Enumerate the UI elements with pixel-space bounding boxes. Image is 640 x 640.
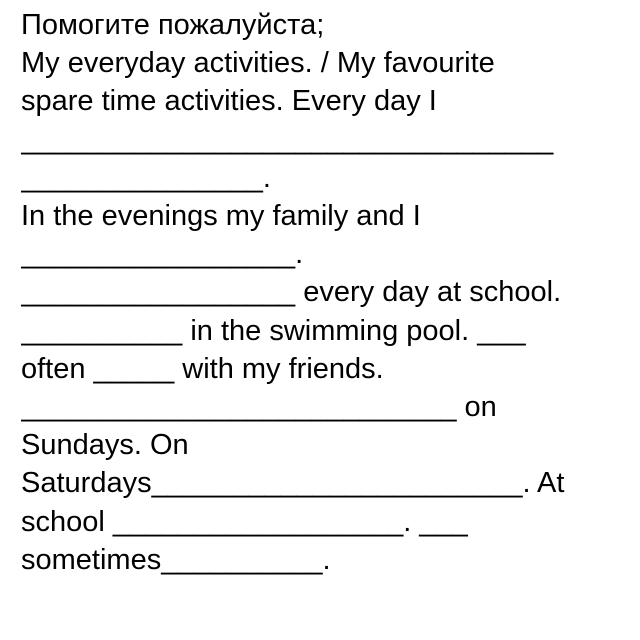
text-line-every-day: spare time activities. Every day I [21,85,437,118]
text-line-friends: often _____ with my friends. [21,352,384,385]
text-line-request: Помогите пожалуйста; [21,9,325,41]
blank-line: _______________. [21,161,271,194]
text-line-topic: My everyday activities. / My favourite [21,47,495,80]
text-line-at-school: school __________________. ___ [21,505,468,538]
text-line-saturdays: Saturdays_______________________. At [21,467,565,500]
blank-line: _________________. [21,238,304,271]
text-line-school: _________________ every day at school. [21,276,562,309]
text-line-evenings: In the evenings my family and I [21,200,421,233]
text-line-on: ___________________________ on [21,391,497,424]
blank-line: _________________________________ [21,123,554,156]
text-line-sundays: Sundays. On [21,429,189,462]
text-line-sometimes: sometimes__________. [21,543,331,576]
text-line-swimming: __________ in the swimming pool. ___ [21,314,526,347]
